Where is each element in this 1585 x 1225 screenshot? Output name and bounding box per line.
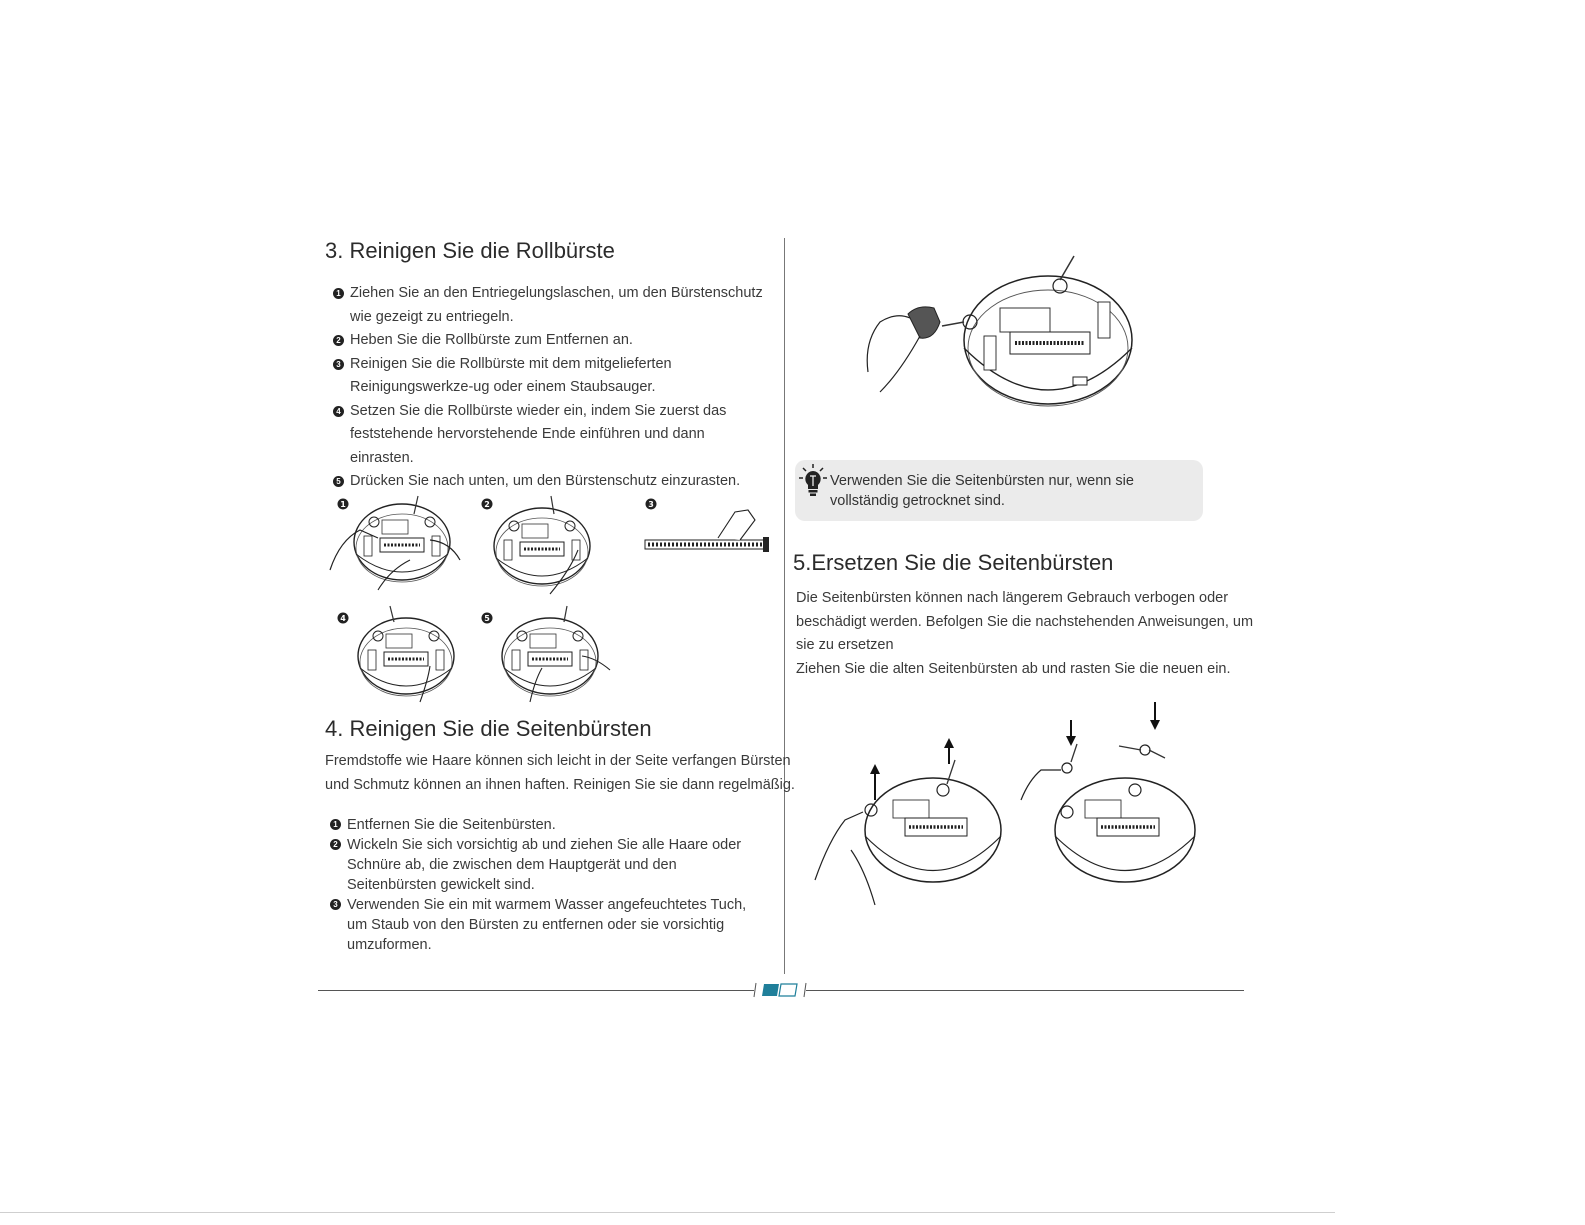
figure-4 xyxy=(338,606,455,702)
figure-2 xyxy=(482,496,591,594)
footer-rule-left xyxy=(318,990,754,991)
side-brush-replacement-illustration xyxy=(815,700,1205,910)
section-4-steps xyxy=(325,815,770,955)
step-number: 1 xyxy=(333,288,344,299)
list-item: 1 Ziehen Sie an den Entriegelungslaschen, um den Bürstenschutz wie gezeigt zu entriegeln. xyxy=(325,282,765,329)
page-marker-icon xyxy=(754,981,806,999)
svg-text:3: 3 xyxy=(648,500,654,509)
step-number: 3 xyxy=(333,359,344,370)
list-item: 1 Entfernen Sie die Seitenbürsten. xyxy=(325,815,770,835)
side-brush-cleaning-illustration xyxy=(860,252,1140,417)
step-number: 3 xyxy=(330,899,341,910)
svg-text:2: 2 xyxy=(484,500,490,509)
list-item: 3 Verwenden Sie ein mit warmem Wasser angefeuchtetes Tuch, um Staub von den Bürsten zu entfernen oder sie vorsichtig umzuformen. xyxy=(325,895,770,955)
step-number: 2 xyxy=(333,335,344,346)
list-item: 5 Drücken Sie nach unten, um den Bürstenschutz einzurasten. xyxy=(325,470,765,494)
step-number: 2 xyxy=(330,839,341,850)
tip-text: Verwenden Sie die Seitenbürsten nur, wenn sie vollständig getrocknet sind. xyxy=(830,473,1134,509)
figure-5 xyxy=(482,606,611,702)
section-3-steps xyxy=(325,282,765,494)
figure-1 xyxy=(330,496,460,590)
bottom-edge-line xyxy=(0,1212,1335,1213)
tip-box xyxy=(795,460,1203,521)
section-4-intro: Fremdstoffe wie Haare können sich leicht in der Seite verfangen Bürsten und Schmutz können an ihnen haften. Reinigen Sie sie dann regelmäßig. xyxy=(325,753,795,793)
svg-text:1: 1 xyxy=(340,500,346,509)
list-item: 2 Heben Sie die Rollbürste zum Entfernen an. xyxy=(325,329,765,353)
section-4-title: 4. Reinigen Sie die Seitenbürsten xyxy=(325,716,652,741)
list-item: 3 Reinigen Sie die Rollbürste mit dem mitgelieferten Reinigungswerkze-ug oder einem Staubsauger. xyxy=(325,353,765,400)
column-divider xyxy=(784,238,785,974)
svg-text:4: 4 xyxy=(340,614,346,623)
list-item: 2 Wickeln Sie sich vorsichtig ab und ziehen Sie alle Haare oder Schnüre ab, die zwischen dem Hauptgerät und den Seitenbürsten gewickelt sind. xyxy=(325,835,770,895)
lightbulb-icon xyxy=(797,462,829,500)
rollbrush-illustrations xyxy=(320,490,780,705)
list-item: 4 Setzen Sie die Rollbürste wieder ein, indem Sie zuerst das feststehende hervorstehende Ende einführen und dann einrasten. xyxy=(325,400,765,471)
figure-3 xyxy=(645,499,769,553)
step-number: 4 xyxy=(333,406,344,417)
svg-text:5: 5 xyxy=(484,614,490,623)
step-number: 5 xyxy=(333,476,344,487)
section-3-title: 3. Reinigen Sie die Rollbürste xyxy=(325,238,615,263)
step-number: 1 xyxy=(330,819,341,830)
footer-rule-right xyxy=(806,990,1244,991)
section-5-title: 5.Ersetzen Sie die Seitenbürsten xyxy=(793,550,1114,575)
section-5-text: Die Seitenbürsten können nach längerem Gebrauch verbogen oder beschädigt werden. Befolgen Sie die nachstehenden Anweisungen, um sie zu ersetzen Ziehen Sie die alten Seitenbürsten ab und rasten Sie die neuen ein. xyxy=(796,590,1254,677)
